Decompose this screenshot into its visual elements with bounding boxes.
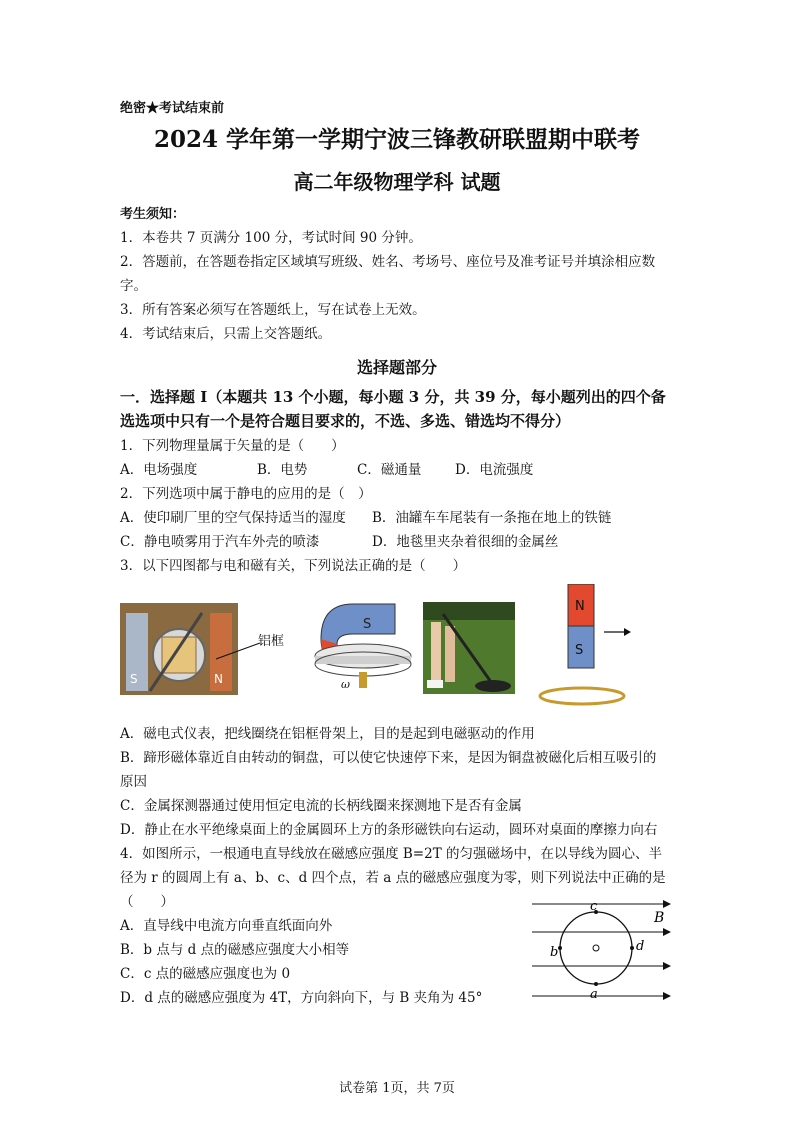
q4-option-a: A．直导线中电流方向垂直纸面向外	[120, 918, 333, 934]
notice-item: 4．考试结束后，只需上交答题纸。	[120, 326, 332, 342]
q4-option-b: B．b 点与 d 点的磁感应强度大小相等	[120, 942, 350, 958]
label-c: c	[590, 899, 598, 914]
point-b	[558, 946, 562, 950]
n-label: N	[214, 672, 223, 686]
axle	[359, 672, 367, 688]
bar-magnet-figure	[536, 584, 636, 710]
q1-option-b: B．电势	[257, 462, 308, 478]
notice-item: 3．所有答案必须写在答题纸上，写在试卷上无效。	[120, 302, 426, 318]
exam-title: 2024 学年第一学期宁波三锋教研联盟期中联考	[153, 126, 641, 153]
label-b: b	[550, 945, 559, 960]
frame-label: 铝框	[258, 634, 285, 649]
page-footer: 试卷第 1页，共 7页	[339, 1081, 455, 1096]
horseshoe-figure	[293, 592, 421, 698]
q2-option-c: C．静电喷雾用于汽车外壳的喷漆	[120, 534, 320, 550]
notice-item: 1．本卷共 7 页满分 100 分，考试时间 90 分钟。	[120, 230, 422, 246]
q4-option-d: D．d 点的磁感应强度为 4T，方向斜向下，与 B 夹角为 45°	[120, 990, 483, 1006]
section-title: 选择题部分	[356, 358, 437, 377]
q3-option-d: D．静止在水平绝缘桌面上的金属圆环上方的条形磁铁向右运动，圆环对桌面的摩擦力向右	[120, 822, 658, 838]
part-heading-line1: 一．选择题 I（本题共 13 个小题，每小题 3 分，共 39 分，每小题列出的四个备	[120, 388, 666, 406]
q4-stem: （ ）	[120, 894, 174, 910]
meter-figure	[120, 603, 295, 697]
circle-path	[560, 912, 632, 984]
leg	[431, 622, 441, 682]
confidential-label: 绝密★考试结束前	[120, 101, 225, 116]
q1-stem: 1．下列物理量属于矢量的是（ ）	[120, 438, 345, 454]
label-B: B	[654, 910, 665, 926]
q2-option-d: D．地毯里夹杂着很细的金属丝	[372, 534, 559, 550]
label-d: d	[636, 939, 645, 954]
field-figure	[528, 896, 678, 1008]
q4-stem: 4．如图所示，一根通电直导线放在磁感应强度 B=2T 的匀强磁场中，在以导线为圆心、半	[120, 846, 662, 862]
s-label: S	[130, 672, 138, 686]
notice-heading: 考生须知：	[120, 207, 186, 222]
point-a	[594, 982, 598, 986]
n-label: N	[575, 599, 585, 614]
label-a: a	[590, 987, 598, 1002]
disk-edge	[315, 656, 411, 664]
q4-stem: 径为 r 的圆周上有 a、b、c、d 四个点，若 a 点的磁感应强度为零，则下列说法中正确的是	[120, 870, 666, 886]
omega-label: ω	[341, 678, 350, 691]
q2-option-b: B．油罐车车尾装有一条拖在地上的铁链	[372, 510, 612, 526]
q2-stem: 2．下列选项中属于静电的应用的是（ ）	[120, 486, 372, 502]
q1-option-a: A．电场强度	[120, 462, 198, 478]
metal-ring	[540, 688, 624, 704]
q3-option-b-cont: 原因	[120, 774, 147, 790]
part-heading-line2: 选选项中只有一个是符合题目要求的，不选、多选、错选均不得分）	[120, 412, 571, 430]
s-label: S	[363, 617, 372, 632]
q1-option-d: D．电流强度	[455, 462, 534, 478]
point-d	[630, 946, 634, 950]
q4-option-c: C．c 点的磁感应强度也为 0	[120, 966, 291, 982]
q1-option-c: C．磁通量	[357, 462, 422, 478]
q3-option-a: A．磁电式仪表，把线圈绕在铝框骨架上，目的是起到电磁驱动的作用	[120, 726, 535, 742]
notice-item: 字。	[120, 278, 147, 294]
exam-subtitle: 高二年级物理学科 试题	[293, 170, 501, 194]
leg	[445, 626, 455, 682]
q3-option-b: B．蹄形磁体靠近自由转动的铜盘，可以使它快速停下来，是因为铜盘被磁化后相互吸引的	[120, 750, 657, 766]
wire-center	[593, 945, 599, 951]
metal-detector-photo	[423, 602, 515, 694]
s-label: S	[575, 643, 584, 658]
q3-option-c: C．金属探测器通过使用恒定电流的长柄线圈来探测地下是否有金属	[120, 798, 522, 814]
detector-coil	[475, 680, 511, 692]
q3-stem: 3．以下四图都与电和磁有关，下列说法正确的是（ ）	[120, 558, 467, 574]
q2-option-a: A．使印刷厂里的空气保持适当的湿度	[120, 510, 346, 526]
notice-item: 2．答题前，在答题卷指定区域填写班级、姓名、考场号、座位号及准考证号并填涂相应数	[120, 254, 656, 270]
